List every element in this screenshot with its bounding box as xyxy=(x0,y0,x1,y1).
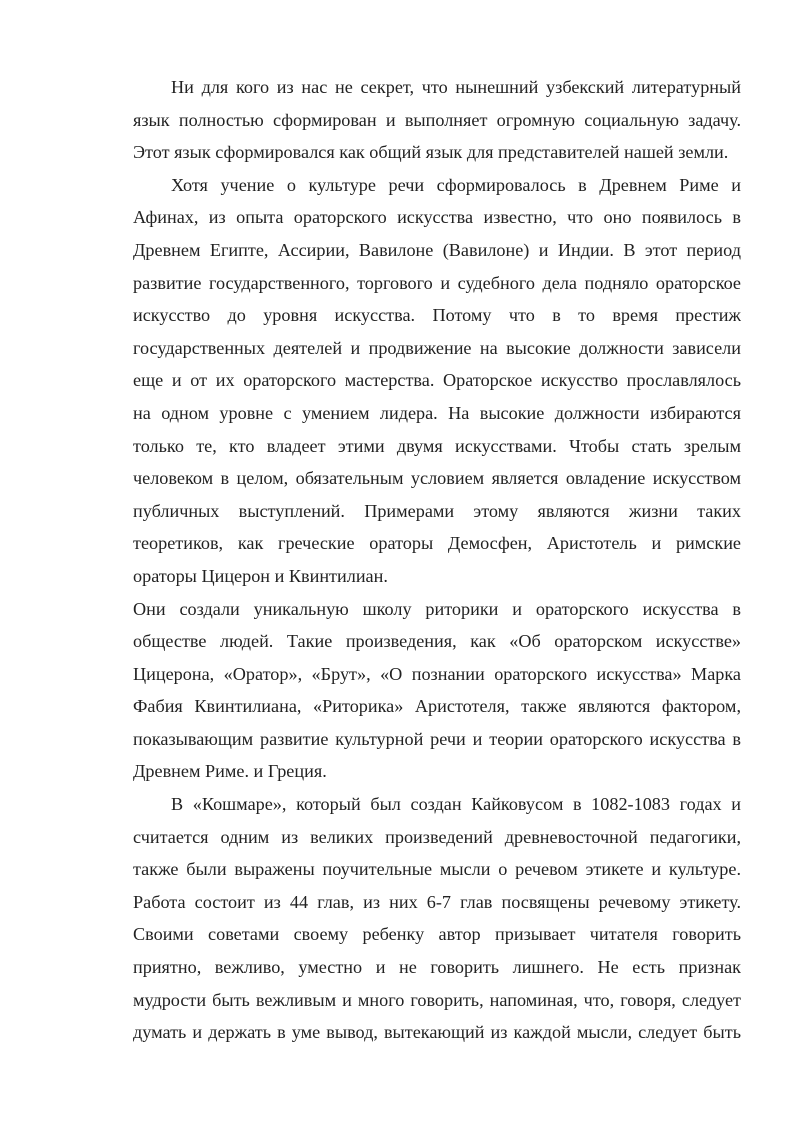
text-line: Фабия Квинтилиана, «Риторика» Аристотеля, также являются фактором, xyxy=(133,696,741,717)
text-line: показывающим развитие культурной речи и теории ораторского искусства в xyxy=(133,728,741,749)
text-line: мудрости быть вежливым и много говорить, напоминая, что, говоря, следует xyxy=(133,989,741,1010)
text-line: на одном уровне с умением лидера. На высокие должности избираются xyxy=(133,402,741,423)
text-line: Цицерона, «Оратор», «Брут», «О познании ораторского искусства» Марка xyxy=(133,663,741,684)
text-line: также были выражены поучительные мысли о речевом этикете и культуре. xyxy=(133,859,741,880)
text-line: человеком в целом, обязательным условием является овладение искусством xyxy=(133,468,741,489)
text-line: Ни для кого из нас не секрет, что нынешний узбекский литературный xyxy=(171,77,741,97)
text-line: приятно, вежливо, уместно и не говорить лишнего. Не есть признак xyxy=(133,957,741,978)
text-line: Этот язык сформировался как общий язык для представителей нашей земли. xyxy=(133,142,729,163)
text-line: Древнем Египте, Ассирии, Вавилоне (Вавилоне) и Индии. В этот период xyxy=(133,239,741,260)
text-line: Афинах, из опыта ораторского искусства известно, что оно появилось в xyxy=(133,207,741,228)
text-line: язык полностью сформирован и выполняет огромную социальную задачу. xyxy=(133,109,741,130)
text-line: государственных деятелей и продвижение на высокие должности зависели xyxy=(133,337,741,358)
text-line: Хотя учение о культуре речи сформировалось в Древнем Риме и xyxy=(171,174,741,195)
text-line: Древнем Риме. и Греция. xyxy=(133,761,327,782)
text-line: ораторы Цицерон и Квинтилиан. xyxy=(133,565,388,586)
text-line: теоретиков, как греческие ораторы Демосфен, Аристотель и римские xyxy=(133,533,741,554)
text-line: только те, кто владеет этими двумя искусствами. Чтобы стать зрелым xyxy=(133,435,741,456)
text-line: считается одним из великих произведений древневосточной педагогики, xyxy=(133,826,741,847)
text-line: публичных выступлений. Примерами этому являются жизни таких xyxy=(133,500,741,521)
body-text xyxy=(133,71,741,1049)
text-line: Они создали уникальную школу риторики и ораторского искусства в xyxy=(133,598,741,619)
text-line: думать и держать в уме вывод, вытекающий из каждой мысли, следует быть xyxy=(133,1022,741,1043)
text-line: обществе людей. Такие произведения, как «Об ораторском искусстве» xyxy=(133,631,741,652)
text-line: Работа состоит из 44 глав, из них 6-7 глав посвящены речевому этикету. xyxy=(133,891,741,912)
text-line: развитие государственного, торгового и судебного дела подняло ораторское xyxy=(133,272,741,293)
text-line: еще и от их ораторского мастерства. Ораторское искусство прославлялось xyxy=(133,370,741,391)
text-line: искусство до уровня искусства. Потому что в то время престиж xyxy=(133,305,741,326)
text-line: В «Кошмаре», который был создан Кайковусом в 1082-1083 годах и xyxy=(171,794,741,815)
text-line: Своими советами своему ребенку автор призывает читателя говорить xyxy=(133,924,741,945)
